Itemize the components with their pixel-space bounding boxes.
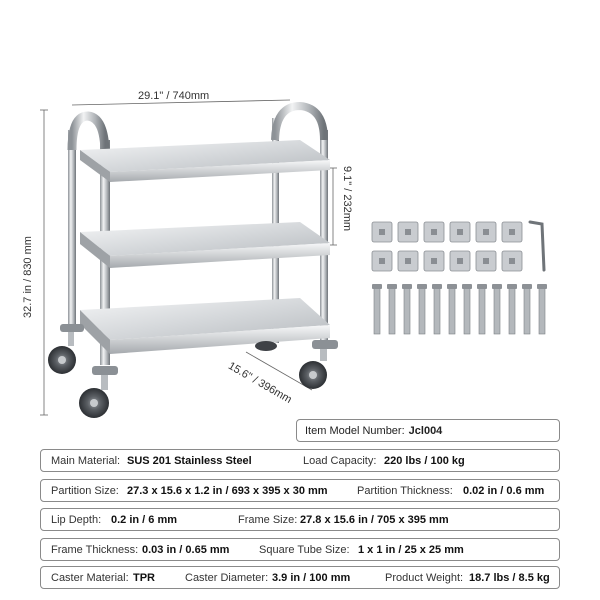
caster-back-left [255,341,277,351]
caster-back-right [299,340,338,389]
square-tube-size-label: Square Tube Size: [259,543,350,556]
caster-diameter-value: 3.9 in / 100 mm [272,571,351,584]
load-capacity-value: 220 lbs / 100 kg [384,454,465,467]
shelf-top [80,140,330,182]
product-weight-label: Product Weight: [385,571,464,584]
frame-size-label: Frame Size: [238,513,298,526]
partition-thickness-label: Partition Thickness: [357,484,453,497]
shelf-gap-dimension-label: 9.1" / 232mm [341,166,353,232]
shelf-middle [80,222,330,268]
spec-row-material [40,449,560,472]
caster-front-left [48,324,84,374]
model-number-box [296,419,560,442]
partition-thickness-value: 0.02 in / 0.6 mm [463,484,545,497]
spec-row-lip-frame [40,508,560,531]
allen-key-icon [530,222,544,270]
load-capacity-label: Load Capacity: [303,454,377,467]
bracket-hardware [372,222,522,271]
depth-dimension-label: 15.6" / 396mm [226,360,294,406]
lip-depth-value: 0.2 in / 6 mm [111,513,178,526]
shelf-bottom [80,298,330,354]
main-material-label: Main Material: [51,454,121,467]
caster-material-label: Caster Material: [51,571,129,584]
spec-row-partition [40,479,560,502]
screw-hardware [372,284,547,334]
frame-size-value: 27.8 x 15.6 in / 705 x 395 mm [300,513,449,526]
model-number-label: Item Model Number: [305,424,405,437]
frame-thickness-value: 0.03 in / 0.65 mm [142,543,230,556]
main-material-value: SUS 201 Stainless Steel [127,454,252,467]
caster-material-value: TPR [133,571,155,584]
caster-front-right [79,366,118,418]
spec-row-thickness-tube [40,538,560,561]
partition-size-label: Partition Size: [51,484,119,497]
frame-thickness-label: Frame Thickness: [51,543,139,556]
spec-row-caster-weight [40,566,560,589]
height-dimension-label: 32.7 in / 830 mm [22,236,34,318]
caster-diameter-label: Caster Diameter: [185,571,269,584]
width-dimension-label: 29.1" / 740mm [138,90,210,102]
square-tube-size-value: 1 x 1 in / 25 x 25 mm [358,543,464,556]
partition-size-value: 27.3 x 15.6 x 1.2 in / 693 x 395 x 30 mm [127,484,328,497]
model-number-value: Jcl004 [408,424,443,437]
product-weight-value: 18.7 lbs / 8.5 kg [469,571,550,584]
lip-depth-label: Lip Depth: [51,513,102,526]
